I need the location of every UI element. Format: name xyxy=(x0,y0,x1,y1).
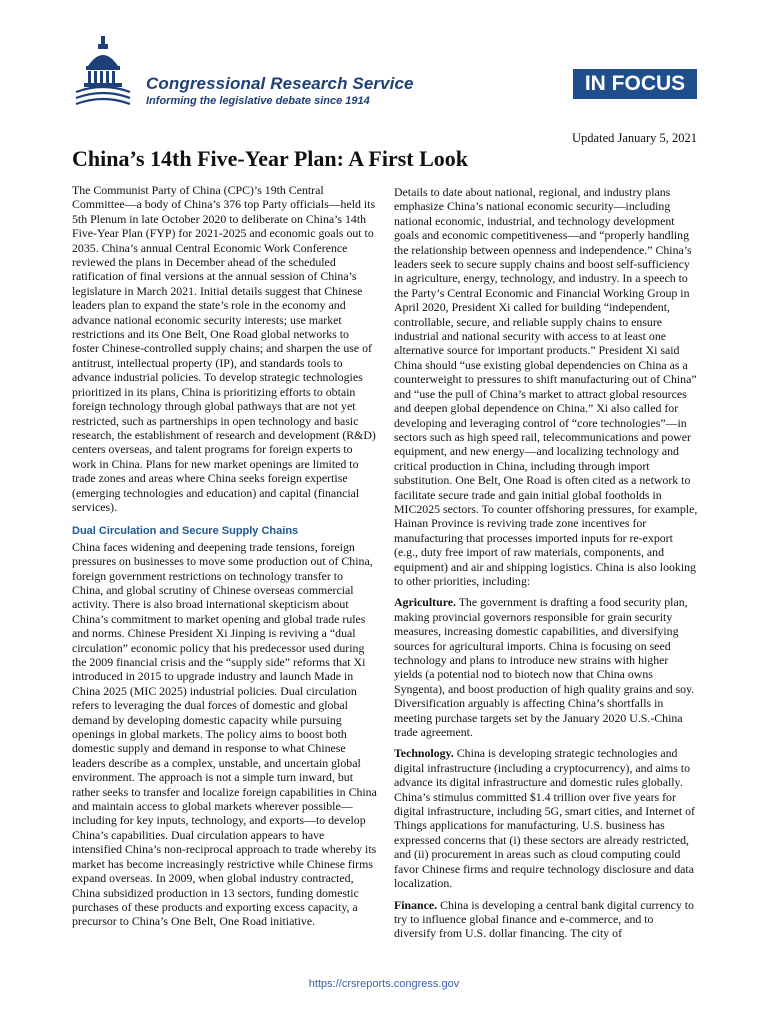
agriculture-paragraph xyxy=(394,595,698,739)
org-tagline: Informing the legislative debate since 1914 xyxy=(146,95,370,107)
updated-date: Updated January 5, 2021 xyxy=(572,131,697,145)
technology-paragraph xyxy=(394,746,698,890)
section-body-paragraph: China faces widening and deepening trade tensions, foreign pressures on businesses to move some production out of China, foreign government restrictions on technology transfer to China, and global scrutiny of Chinese overseas commercial activity. There is also broad international skepticism about China’s commitment to market opening and global trade rules and norms. Chinese President Xi Jinping is reviving a “dual circulation” economic policy that his predecessor used during the 2009 financial crisis and the “supply side” reforms that Xi introduced in 2015 to upgrade industry and launch Made in China 2025 (MIC 2025) industrial policies. Dual circulation refers to leveraging the dual forces of domestic and global demand by developing domestic capacity while pursuing openings in global markets. The policy aims to boost both domestic supply and demand in response to what Chinese leaders describe as a complex, unstable, and uncertain global environment. The approach is not a simple turn inward, but rather seeks to transfer and localize foreign capabilities in China and maintain access to global markets wherever possible—including for key inputs, technology, and exports—to develop China’s capabilities. Dual circulation appears to have intensified China’s non-reciprocal approach to trade whereby its market has become increasingly restrictive while Chinese firms expand overseas. In 2009, when global industry contracted, China subsidized production in 13 sectors, funding domestic purchases of these products and exporting excess capacity, a precursor to China’s One Belt, One Road initiative. xyxy=(72,539,377,929)
details-paragraph: Details to date about national, regional, and industry plans emphasize China’s national economic security—including national economic, industrial, and technology development goals and economic competitiveness—and “properly handling the relationship between openness and independence.” China’s leaders seek to secure supply chains and boost self-sufficiency in agriculture, energy, technology, and industry. In a speech to the Party’s Central Economic and Financial Working Group in April 2020, President Xi called for building “independent, controllable, secure, and reliable supply chains to ensure industrial and national security with access to at least one alternative source for important products.” President Xi said China should “use existing global dependencies on China as a counterweight to pressures to shift manufacturing out of China” and “use the pull of China’s market to attract global resources and deepen global dependence on China.” Xi also called for developing and leveraging control of “core technologies”—in sectors such as high speed rail, telecommunications and power equipment, and new energy—and localizing technology and critical production in China, including through import substitution. One Belt, One Road is often cited as a network to facilitate secure trade and gain initial global footholds in MIC2025 sectors. To counter offshoring pressures, for example, Hainan Province is reviving trade zone incentives for manufacturing that processes imported inputs for re-export (e.g., duty free import of raw materials, components, and equipment) and air and shipping logistics. China is also looking to other priorities, including: xyxy=(394,185,698,588)
right-column xyxy=(394,185,698,941)
left-column xyxy=(72,183,377,929)
finance-lead: Finance. xyxy=(394,897,438,912)
in-focus-badge: IN FOCUS xyxy=(573,69,697,99)
capitol-dome-icon xyxy=(72,36,134,110)
technology-lead: Technology. xyxy=(394,746,454,761)
footer-link[interactable]: https://crsreports.congress.gov xyxy=(308,978,460,990)
page-title-text: China’s 14th Five-Year Plan: A First Look xyxy=(72,146,469,171)
technology-body: China is developing strategic technologies and digital infrastructure (including a cryptocurrency), and aims to advance its digital infrastructure and domestic rules globally. China’s stimulus committed $1.4 trillion over five years for digital infrastructure, including 5G, smart cities, and Internet of Things applications for manufacturing. U.S. business has expressed concerns that (i) these sectors are already restricted, and (ii) procurement in areas such as cloud computing could favor Chinese firms and require technology disclosure and data localization. xyxy=(394,746,695,891)
finance-paragraph xyxy=(394,898,698,941)
intro-paragraph: The Communist Party of China (CPC)’s 19th Central Committee—a body of China’s 376 top Party officials—held its 5th Plenum in late October 2020 to deliberate on China’s 14th Five-Year Plan (FYP) for 2021-2025 and economic goals out to 2035. China’s annual Central Economic Work Conference reviewed the plans in December ahead of the scheduled ratification of final versions at the annual session of China’s legislature in March 2021. Initial details suggest that Chinese leaders plan to expand the state’s role in the economy and advance national economic security interests; use market restrictions and its One Belt, One Road global networks to foster Chinese-controlled supply chains; and sharpen the use of antitrust, intellectual property (IP), and standards tools to advance industrial policies. To develop strategic technologies prioritized in its plans, China is prioritizing efforts to obtain foreign technology through global pathways that are not yet restricted, such as partnerships in open technology and basic research, the establishment of research and development (R&D) centers overseas, and talent programs for foreign experts to work in China. Plans for new market openings are limited to trade zones and areas where China seeks foreign expertise (emerging technologies and education) and capital (financial services). xyxy=(72,183,376,514)
finance-body: China is developing a central bank digital currency to try to influence global finance and e-commerce, and to diversify from U.S. dollar financing. The city of xyxy=(394,897,694,941)
agriculture-body: The government is drafting a food security plan, making provincial governors responsible for grain security measures, increasing domestic capabilities, and diversifying sources for agricultural imports. China is focusing on seed technology and plans to introduce new strains with higher yields (a potential nod to biotech now that China owns Syngenta), and boost production of high quality grains and soy. Diversification arguably is affecting China’s shortfalls in meeting purchase targets set by the January 2020 U.S.-China trade agreement. xyxy=(394,595,695,740)
org-name: Congressional Research Service xyxy=(146,74,414,93)
agriculture-lead: Agriculture. xyxy=(394,595,456,610)
section-heading: Dual Circulation and Secure Supply Chains xyxy=(72,525,299,538)
page-header xyxy=(0,0,768,130)
page-title xyxy=(72,146,468,172)
